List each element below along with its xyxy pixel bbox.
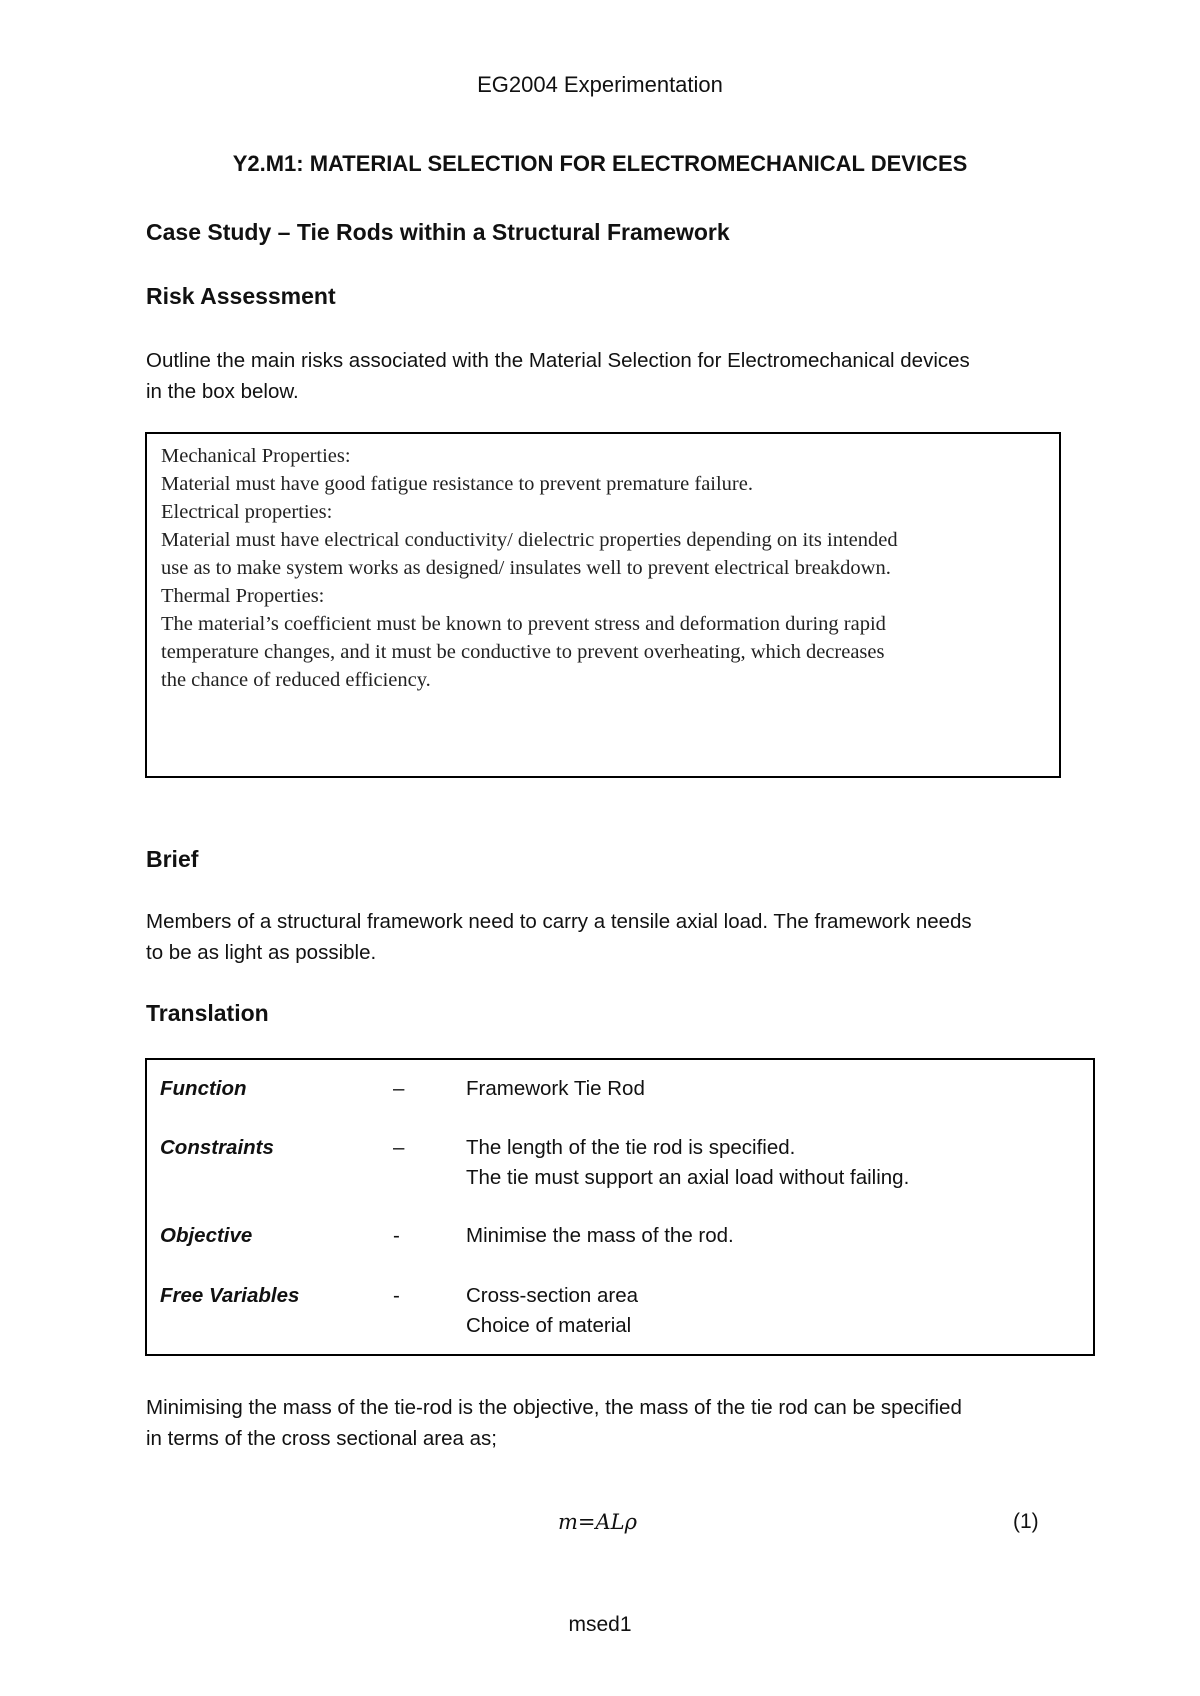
risk-line: Electrical properties: <box>161 501 333 523</box>
page-header: EG2004 Experimentation <box>477 72 723 97</box>
translation-table <box>145 1058 1095 1356</box>
row-value <box>466 1221 1066 1251</box>
value-line: Choice of material <box>466 1314 632 1337</box>
value-line: The tie must support an axial load without failing. <box>466 1166 910 1189</box>
brief-heading: Brief <box>146 846 199 872</box>
row-dash: – <box>393 1077 405 1100</box>
risk-line: Mechanical Properties: <box>161 445 351 467</box>
brief-text <box>146 906 1086 968</box>
risk-line: the chance of reduced efficiency. <box>161 669 431 691</box>
mass-equation: m=ALρ <box>558 1510 637 1534</box>
page-footer: msed1 <box>568 1613 632 1636</box>
document-title: Y2.M1: MATERIAL SELECTION FOR ELECTROMECHANICAL DEVICES <box>232 151 968 176</box>
row-dash: - <box>393 1284 400 1307</box>
risk-intro <box>146 345 1086 407</box>
translation-heading: Translation <box>146 1000 269 1026</box>
risk-line: Thermal Properties: <box>161 585 325 607</box>
risk-intro-line: Outline the main risks associated with the Material Selection for Electromechanical devices <box>146 349 970 372</box>
risk-line: Material must have good fatigue resistance to prevent premature failure. <box>161 473 753 495</box>
value-line: Minimise the mass of the rod. <box>466 1224 734 1247</box>
brief-line: Members of a structural framework need to carry a tensile axial load. The framework needs <box>146 910 972 933</box>
equation-number: (1) <box>1013 1510 1039 1533</box>
row-dash: - <box>393 1224 400 1247</box>
row-label: Constraints <box>160 1136 274 1159</box>
risk-line: Material must have electrical conductivity/ dielectric properties depending on its intended <box>161 529 898 551</box>
mass-text <box>146 1392 1086 1454</box>
row-label: Function <box>160 1077 247 1100</box>
risk-intro-line: in the box below. <box>146 380 299 403</box>
value-line: The length of the tie rod is specified. <box>466 1136 796 1159</box>
row-dash: – <box>393 1136 405 1159</box>
mass-line: Minimising the mass of the tie-rod is the objective, the mass of the tie rod can be specified <box>146 1396 962 1419</box>
brief-line: to be as light as possible. <box>146 941 377 964</box>
row-label: Free Variables <box>160 1284 300 1307</box>
row-value <box>466 1281 1066 1341</box>
risk-line: The material’s coefficient must be known to prevent stress and deformation during rapid <box>161 613 886 635</box>
case-study-heading: Case Study – Tie Rods within a Structural Framework <box>146 219 730 245</box>
value-line: Framework Tie Rod <box>466 1077 645 1100</box>
risk-line: temperature changes, and it must be conductive to prevent overheating, which decreases <box>161 641 885 663</box>
value-line: Cross-section area <box>466 1284 639 1307</box>
risk-line: use as to make system works as designed/ insulates well to prevent electrical breakdown. <box>161 557 891 579</box>
row-label: Objective <box>160 1224 253 1247</box>
row-value <box>466 1074 1066 1104</box>
risk-assessment-heading: Risk Assessment <box>146 283 336 309</box>
mass-line: in terms of the cross sectional area as; <box>146 1427 497 1450</box>
risk-answer-box <box>145 432 1061 778</box>
row-value <box>466 1133 1066 1193</box>
